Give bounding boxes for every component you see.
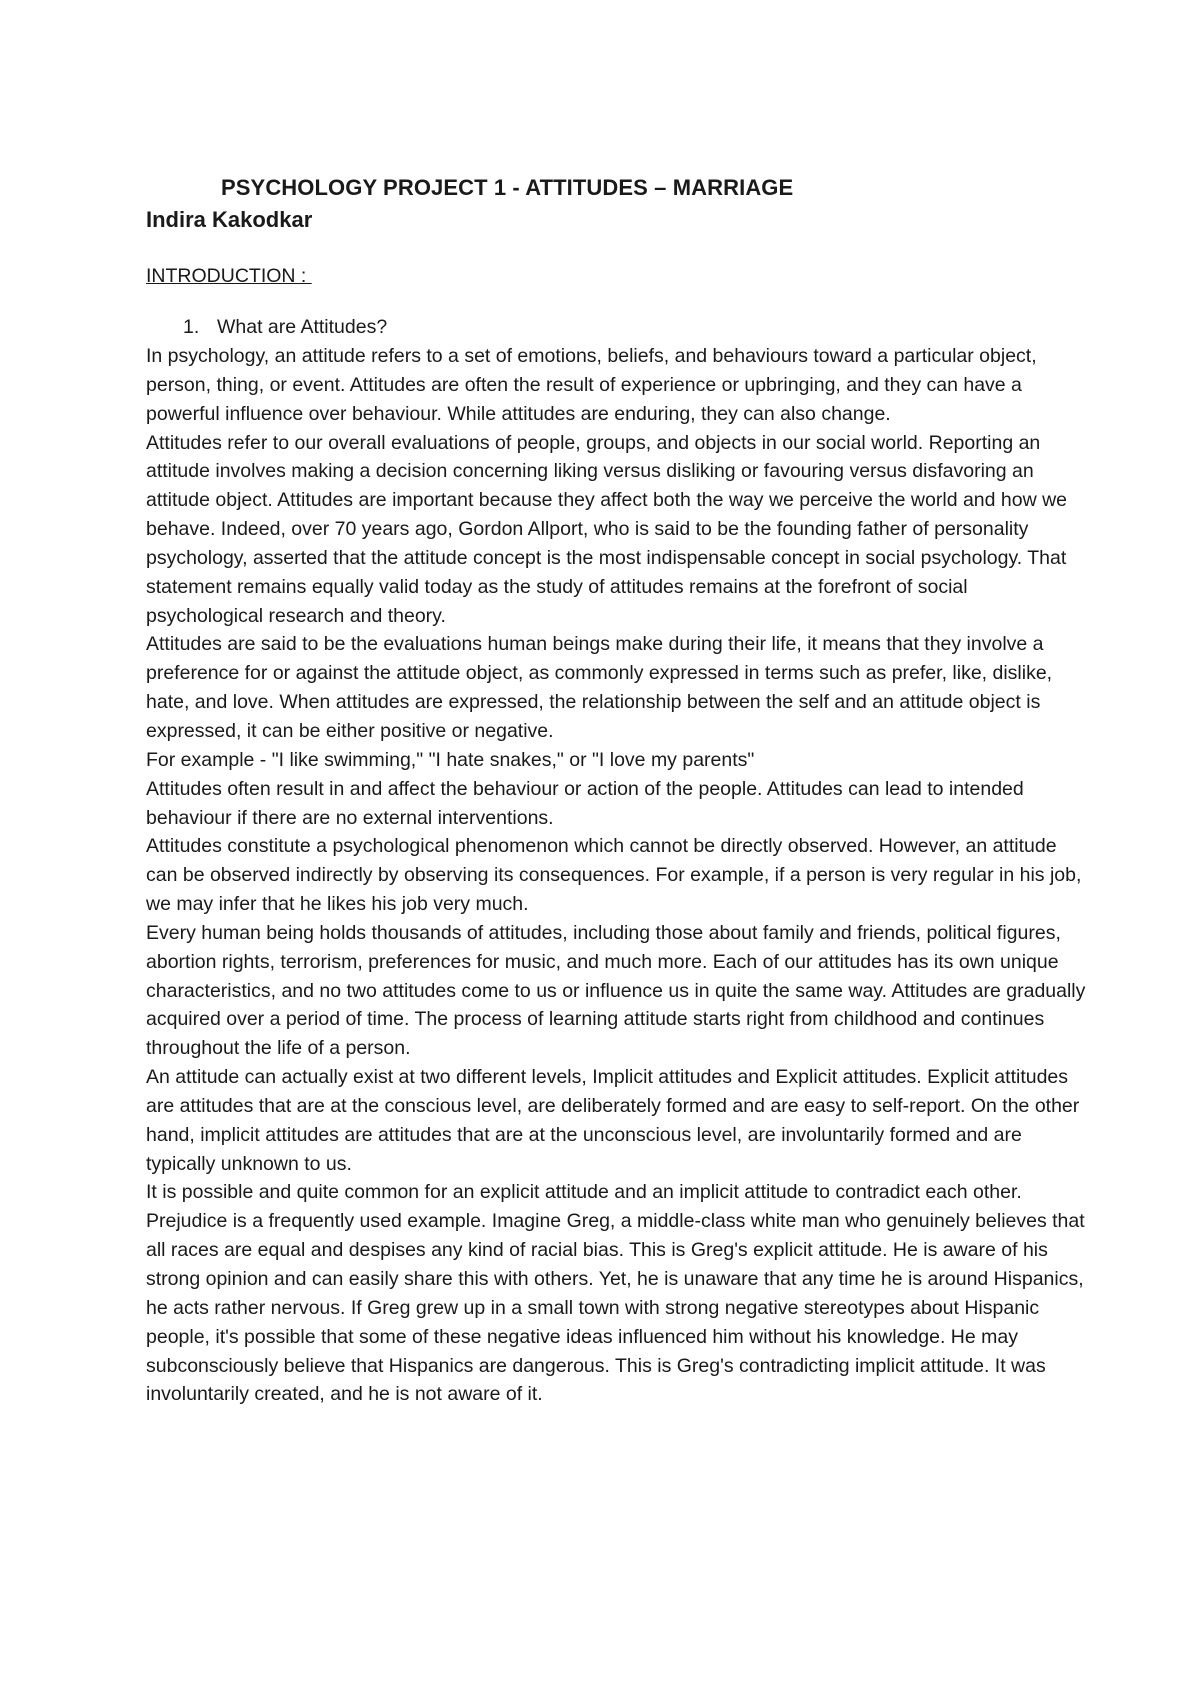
list-item-number: 1. (183, 316, 200, 338)
body-text (146, 342, 1086, 1409)
paragraph: Attitudes constitute a psychological phenomenon which cannot be directly observed. However, an attitude can be observed indirectly by observing its consequences. For example, if a person is very regular in his job, we may infer that he likes his job very much. (146, 835, 1082, 916)
document-page (146, 172, 1086, 1409)
list-item-text: What are Attitudes? (217, 316, 388, 338)
paragraph: For example - "I like swimming," "I hate snakes," or "I love my parents" (146, 748, 755, 771)
author-name: Indira Kakodkar (146, 207, 313, 232)
paragraph: It is possible and quite common for an explicit attitude and an implicit attitude to contradict each other. Prejudice is a frequently used example. Imagine Greg, a middle-class white man who genuinely believes that all races are equal and despises any kind of racial bias. This is Greg's explicit attitude. He is aware of his strong opinion and can easily share this with others. Yet, he is unaware that any time he is around Hispanics, he acts rather nervous. If Greg grew up in a small town with strong negative stereotypes about Hispanic people, it's possible that some of these negative ideas influenced him without his knowledge. He may subconsciously believe that Hispanics are dangerous. This is Greg's contradicting implicit attitude. It was involuntarily created, and he is not aware of it. (146, 1181, 1085, 1406)
paragraph: An attitude can actually exist at two different levels, Implicit attitudes and Explicit attitudes. Explicit attitudes are attitudes that are at the conscious level, are deliberately formed and are easy to self-report. On the other hand, implicit attitudes are attitudes that are at the unconscious level, are involuntarily formed and are typically unknown to us. (146, 1066, 1080, 1175)
paragraph: In psychology, an attitude refers to a set of emotions, beliefs, and behaviours toward a particular object, person, thing, or event. Attitudes are often the result of experience or upbringing, and they can have a powerful influence over behaviour. While attitudes are enduring, they can also change. (146, 345, 1037, 425)
paragraph: Attitudes are said to be the evaluations human beings make during their life, it means that they involve a preference for or against the attitude object, as commonly expressed in terms such as prefer, like, dislike, hate, and love. When attitudes are expressed, the relationship between the self and an attitude object is expressed, it can be either positive or negative. (146, 633, 1053, 742)
list-item-what-are-attitudes (146, 313, 1086, 342)
paragraph: Every human being holds thousands of attitudes, including those about family and friends, political figures, abortion rights, terrorism, preferences for music, and much more. Each of our attitudes has its own unique characteristics, and no two attitudes come to us or influence us in quite the same way. Attitudes are gradually acquired over a period of time. The process of learning attitude starts right from childhood and continues throughout the life of a person. (146, 921, 1086, 1060)
paragraph: Attitudes refer to our overall evaluations of people, groups, and objects in our social world. Reporting an attitude involves making a decision concerning liking versus disliking or favouring versus disfavoring an attitude object. Attitudes are important because they affect both the way we perceive the world and how we behave. Indeed, over 70 years ago, Gordon Allport, who is said to be the founding father of personality psychology, asserted that the attitude concept is the most indispensable concept in social psychology. That statement remains equally valid today as the study of attitudes remains at the forefront of social psychological research and theory. (146, 431, 1068, 627)
section-heading-introduction: INTRODUCTION : (146, 265, 312, 287)
paragraph: Attitudes often result in and affect the behaviour or action of the people. Attitudes can lead to intended behaviour if there are no external interventions. (146, 777, 1024, 829)
document-title: PSYCHOLOGY PROJECT 1 - ATTITUDES – MARRIAGE (221, 175, 794, 200)
